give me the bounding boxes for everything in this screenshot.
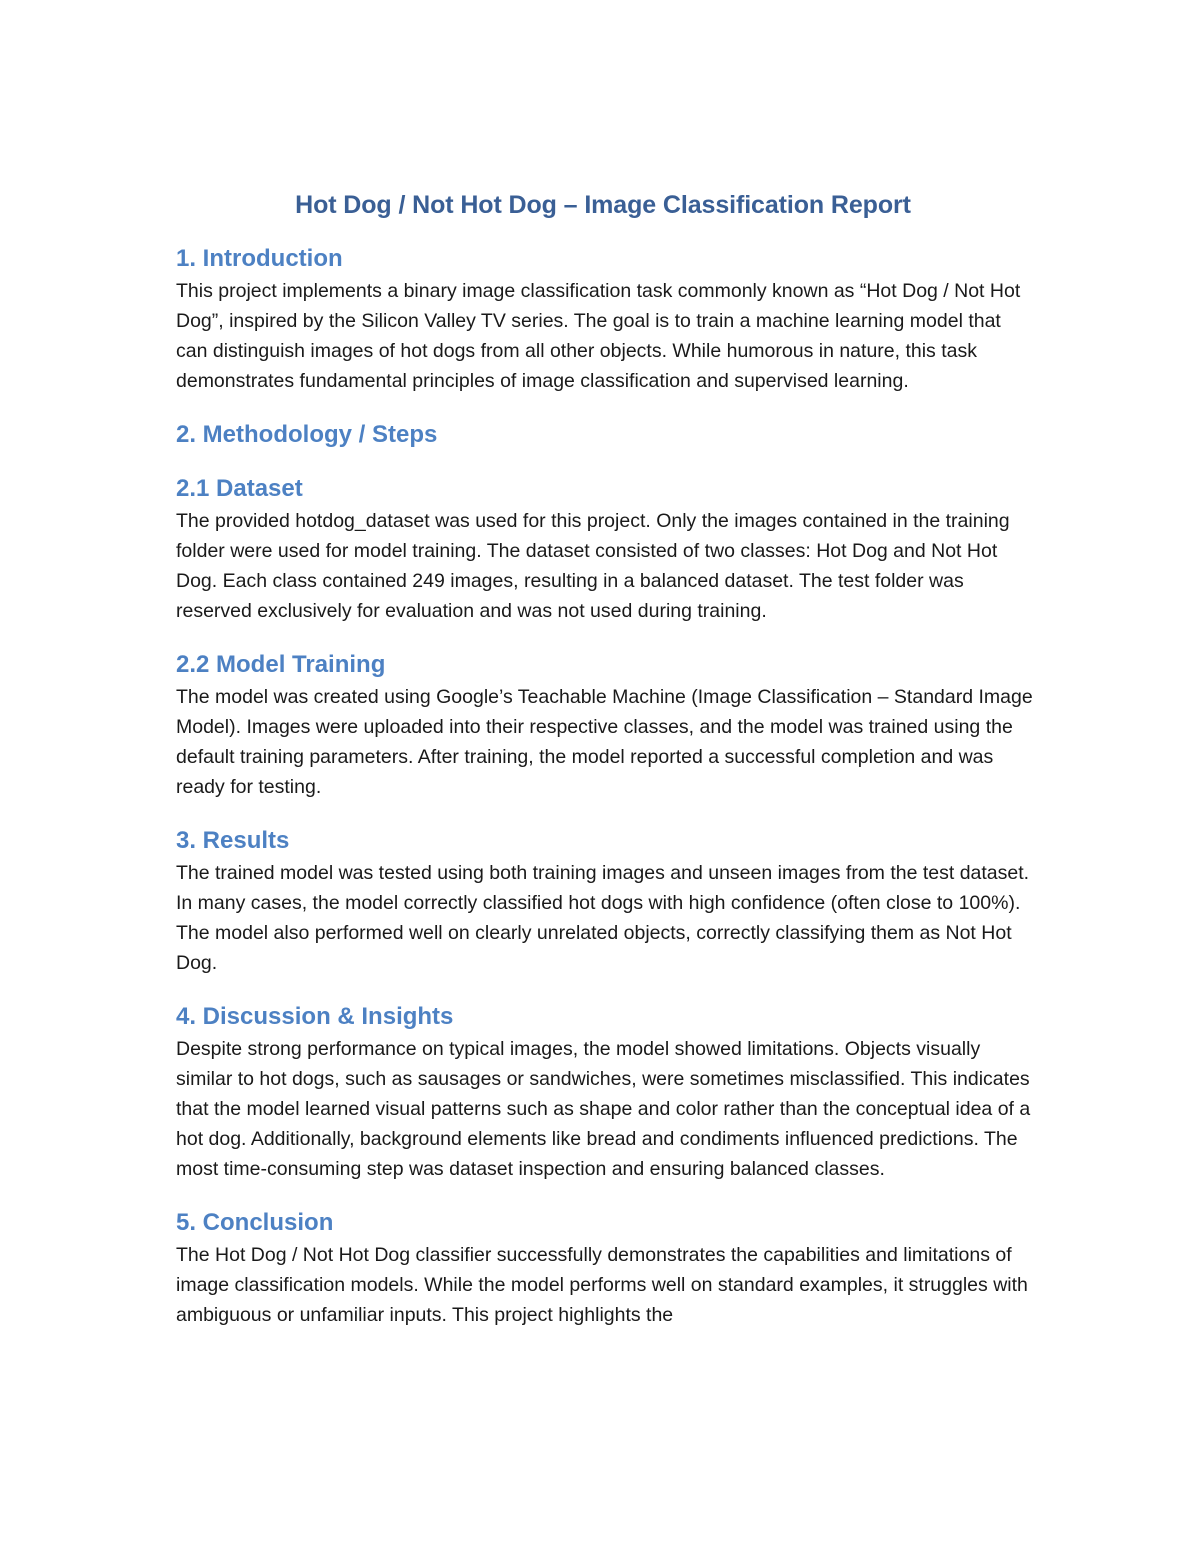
section-body-discussion: Despite strong performance on typical images, the model showed limitations. Objects visually similar to hot dogs, such as sausages or sandwiches, were sometimes misclassified. This indicates that the model learned visual patterns such as shape and color rather than the conceptual idea of a hot dog. Additionally, background elements like bread and condiments influenced predictions. The most time-consuming step was dataset inspection and ensuring balanced classes. <box>176 1038 1031 1180</box>
section-body-conclusion: The Hot Dog / Not Hot Dog classifier successfully demonstrates the capabilities and limitations of image classification models. While the model performs well on standard examples, it struggles with ambiguous or unfamiliar inputs. This project highlights the <box>176 1244 1028 1326</box>
section-body-introduction: This project implements a binary image classification task commonly known as “Hot Dog / Not Hot Dog”, inspired by the Silicon Valley TV series. The goal is to train a machine learning model that can distinguish images of hot dogs from all other objects. While humorous in nature, this task demonstrates fundamental principles of image classification and supervised learning. <box>176 280 1021 392</box>
section-body-dataset: The provided hotdog_dataset was used for this project. Only the images contained in the training folder were used for model training. The dataset consisted of two classes: Hot Dog and Not Hot Dog. Each class contained 249 images, resulting in a balanced dataset. The test folder was reserved exclusively for evaluation and was not used during training. <box>176 510 1010 622</box>
section-heading-discussion: 4. Discussion & Insights <box>176 1003 454 1030</box>
document-content <box>176 188 1036 1330</box>
section-heading-introduction: 1. Introduction <box>176 245 343 272</box>
section-heading-dataset: 2.1 Dataset <box>176 475 303 502</box>
section-body-results: The trained model was tested using both training images and unseen images from the test dataset. In many cases, the model correctly classified hot dogs with high confidence (often close to 100%). The model also performed well on clearly unrelated objects, correctly classifying them as Not Hot Dog. <box>176 862 1030 974</box>
section-heading-model-training: 2.2 Model Training <box>176 651 386 678</box>
section-heading-methodology: 2. Methodology / Steps <box>176 421 438 448</box>
section-heading-results: 3. Results <box>176 827 290 854</box>
document-title: Hot Dog / Not Hot Dog – Image Classification Report <box>295 191 911 219</box>
section-body-model-training: The model was created using Google’s Teachable Machine (Image Classification – Standard Image Model). Images were uploaded into their respective classes, and the model was trained using the default training parameters. After training, the model reported a successful completion and was ready for testing. <box>176 686 1033 798</box>
section-heading-conclusion: 5. Conclusion <box>176 1209 334 1236</box>
